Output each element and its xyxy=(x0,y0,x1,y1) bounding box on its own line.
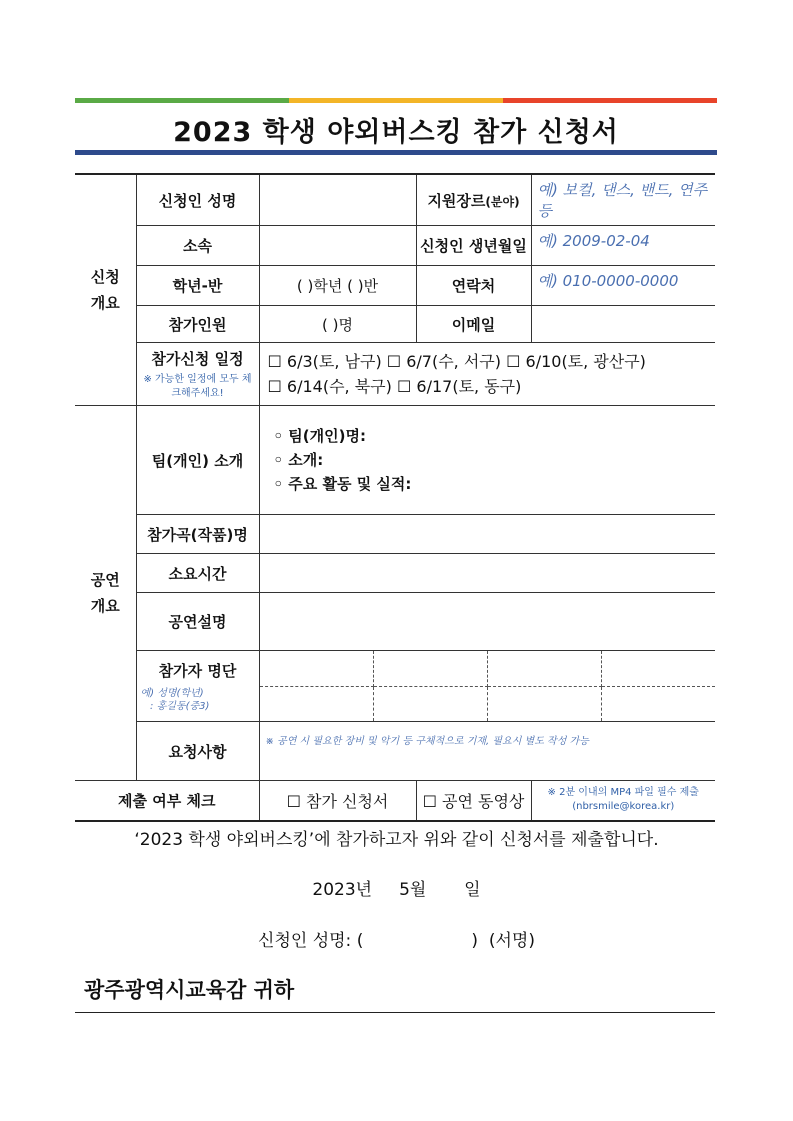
contact-field[interactable]: 예) 010-0000-0000 xyxy=(531,266,715,306)
submission-check-application[interactable]: ☐ 참가 신청서 xyxy=(259,781,416,821)
contact-label: 연락처 xyxy=(416,266,531,306)
team-intro-field[interactable] xyxy=(259,406,715,515)
submission-label: 제출 여부 체크 xyxy=(75,781,259,821)
addressee: 광주광역시교육감 귀하 xyxy=(84,978,295,1002)
submission-date: 2023년 5월 일 xyxy=(312,880,481,900)
applicant-name-field[interactable] xyxy=(259,174,416,226)
schedule-options-line-2[interactable]: ☐ 6/14(수, 북구) ☐ 6/17(토, 동구) xyxy=(267,377,522,396)
affiliation-field[interactable] xyxy=(259,226,416,266)
page-title: 2023 학생 야외버스킹 참가 신청서 xyxy=(173,117,619,148)
top-stripe-red xyxy=(503,98,717,103)
schedule-options[interactable] xyxy=(259,343,715,406)
team-intro-label: 팀(개인) 소개 xyxy=(136,406,259,515)
schedule-label-cell xyxy=(136,343,259,406)
requests-label: 요청사항 xyxy=(136,722,259,781)
team-achievements-line: ◦ 주요 활동 및 실적: xyxy=(273,475,412,493)
team-intro-line: ◦ 소개: xyxy=(273,451,324,469)
affiliation-label: 소속 xyxy=(136,226,259,266)
row-team-intro xyxy=(75,406,715,515)
birth-field[interactable]: 예) 2009-02-04 xyxy=(531,226,715,266)
participants-label: 참가인원 xyxy=(136,306,259,343)
roster-cell[interactable] xyxy=(601,651,715,686)
submission-check-video[interactable]: ☐ 공연 동영상 xyxy=(416,781,531,821)
grade-class-field[interactable]: ( )학년 ( )반 xyxy=(259,266,416,306)
row-duration xyxy=(75,554,715,593)
roster-hint: 예) 성명(학년) : 홍길동(중3) xyxy=(140,687,210,712)
section-label-performance: 공연 개요 xyxy=(75,406,136,781)
participants-field[interactable]: ( )명 xyxy=(259,306,416,343)
roster-grid xyxy=(259,651,715,722)
roster-label-cell xyxy=(136,651,259,722)
declaration-text: ‘2023 학생 야외버스킹’에 참가하고자 위와 같이 신청서를 제출합니다. xyxy=(134,830,659,850)
top-stripe-green xyxy=(75,98,289,103)
signature-line[interactable]: 신청인 성명: ( ) (서명) xyxy=(258,931,535,951)
schedule-options-line-1[interactable]: ☐ 6/3(토, 남구) ☐ 6/7(수, 서구) ☐ 6/10(토, 광산구) xyxy=(267,352,646,371)
roster-cell[interactable] xyxy=(487,686,601,721)
description-label: 공연설명 xyxy=(136,593,259,651)
email-field[interactable] xyxy=(531,306,715,343)
row-applicant-name xyxy=(75,174,715,226)
roster-cell[interactable] xyxy=(373,686,487,721)
applicant-name-label: 신청인 성명 xyxy=(136,174,259,226)
roster-cell[interactable] xyxy=(601,686,715,721)
row-roster xyxy=(75,651,715,722)
email-label: 이메일 xyxy=(416,306,531,343)
row-grade-class xyxy=(75,266,715,306)
roster-cell[interactable] xyxy=(260,686,374,721)
schedule-label: 참가신청 일정 xyxy=(151,349,244,368)
row-schedule xyxy=(75,343,715,406)
row-requests xyxy=(75,722,715,781)
row-participants xyxy=(75,306,715,343)
submission-note: ※ 2분 이내의 MP4 파일 필수 제출 (nbrsmile@korea.kr) xyxy=(531,781,715,821)
genre-field[interactable]: 예) 보컬, 댄스, 밴드, 연주 등 xyxy=(531,174,715,226)
grade-class-label: 학년-반 xyxy=(136,266,259,306)
top-stripe-yellow xyxy=(289,98,503,103)
description-field[interactable] xyxy=(259,593,715,651)
birth-label: 신청인 생년월일 xyxy=(416,226,531,266)
genre-label: 지원장르(분야) xyxy=(416,174,531,226)
roster-cell[interactable] xyxy=(487,651,601,686)
requests-field[interactable]: ※ 공연 시 필요한 장비 및 악기 등 구체적으로 기재, 필요시 별도 작성 가능 xyxy=(259,722,715,781)
roster-cell[interactable] xyxy=(260,651,374,686)
song-label: 참가곡(작품)명 xyxy=(136,515,259,554)
section-label-application: 신청 개요 xyxy=(75,174,136,406)
duration-label: 소요시간 xyxy=(136,554,259,593)
roster-label: 참가자 명단 xyxy=(158,661,237,680)
row-description xyxy=(75,593,715,651)
bottom-rule xyxy=(75,1012,715,1013)
application-form-table xyxy=(75,173,715,822)
song-field[interactable] xyxy=(259,515,715,554)
schedule-note: ※ 가능한 일정에 모두 체크해주세요! xyxy=(143,373,252,399)
row-affiliation xyxy=(75,226,715,266)
duration-field[interactable] xyxy=(259,554,715,593)
roster-table xyxy=(260,651,716,721)
roster-cell[interactable] xyxy=(373,651,487,686)
title-underline xyxy=(75,150,717,155)
row-submission xyxy=(75,781,715,821)
team-name-line: ◦ 팀(개인)명: xyxy=(273,427,366,445)
row-song xyxy=(75,515,715,554)
